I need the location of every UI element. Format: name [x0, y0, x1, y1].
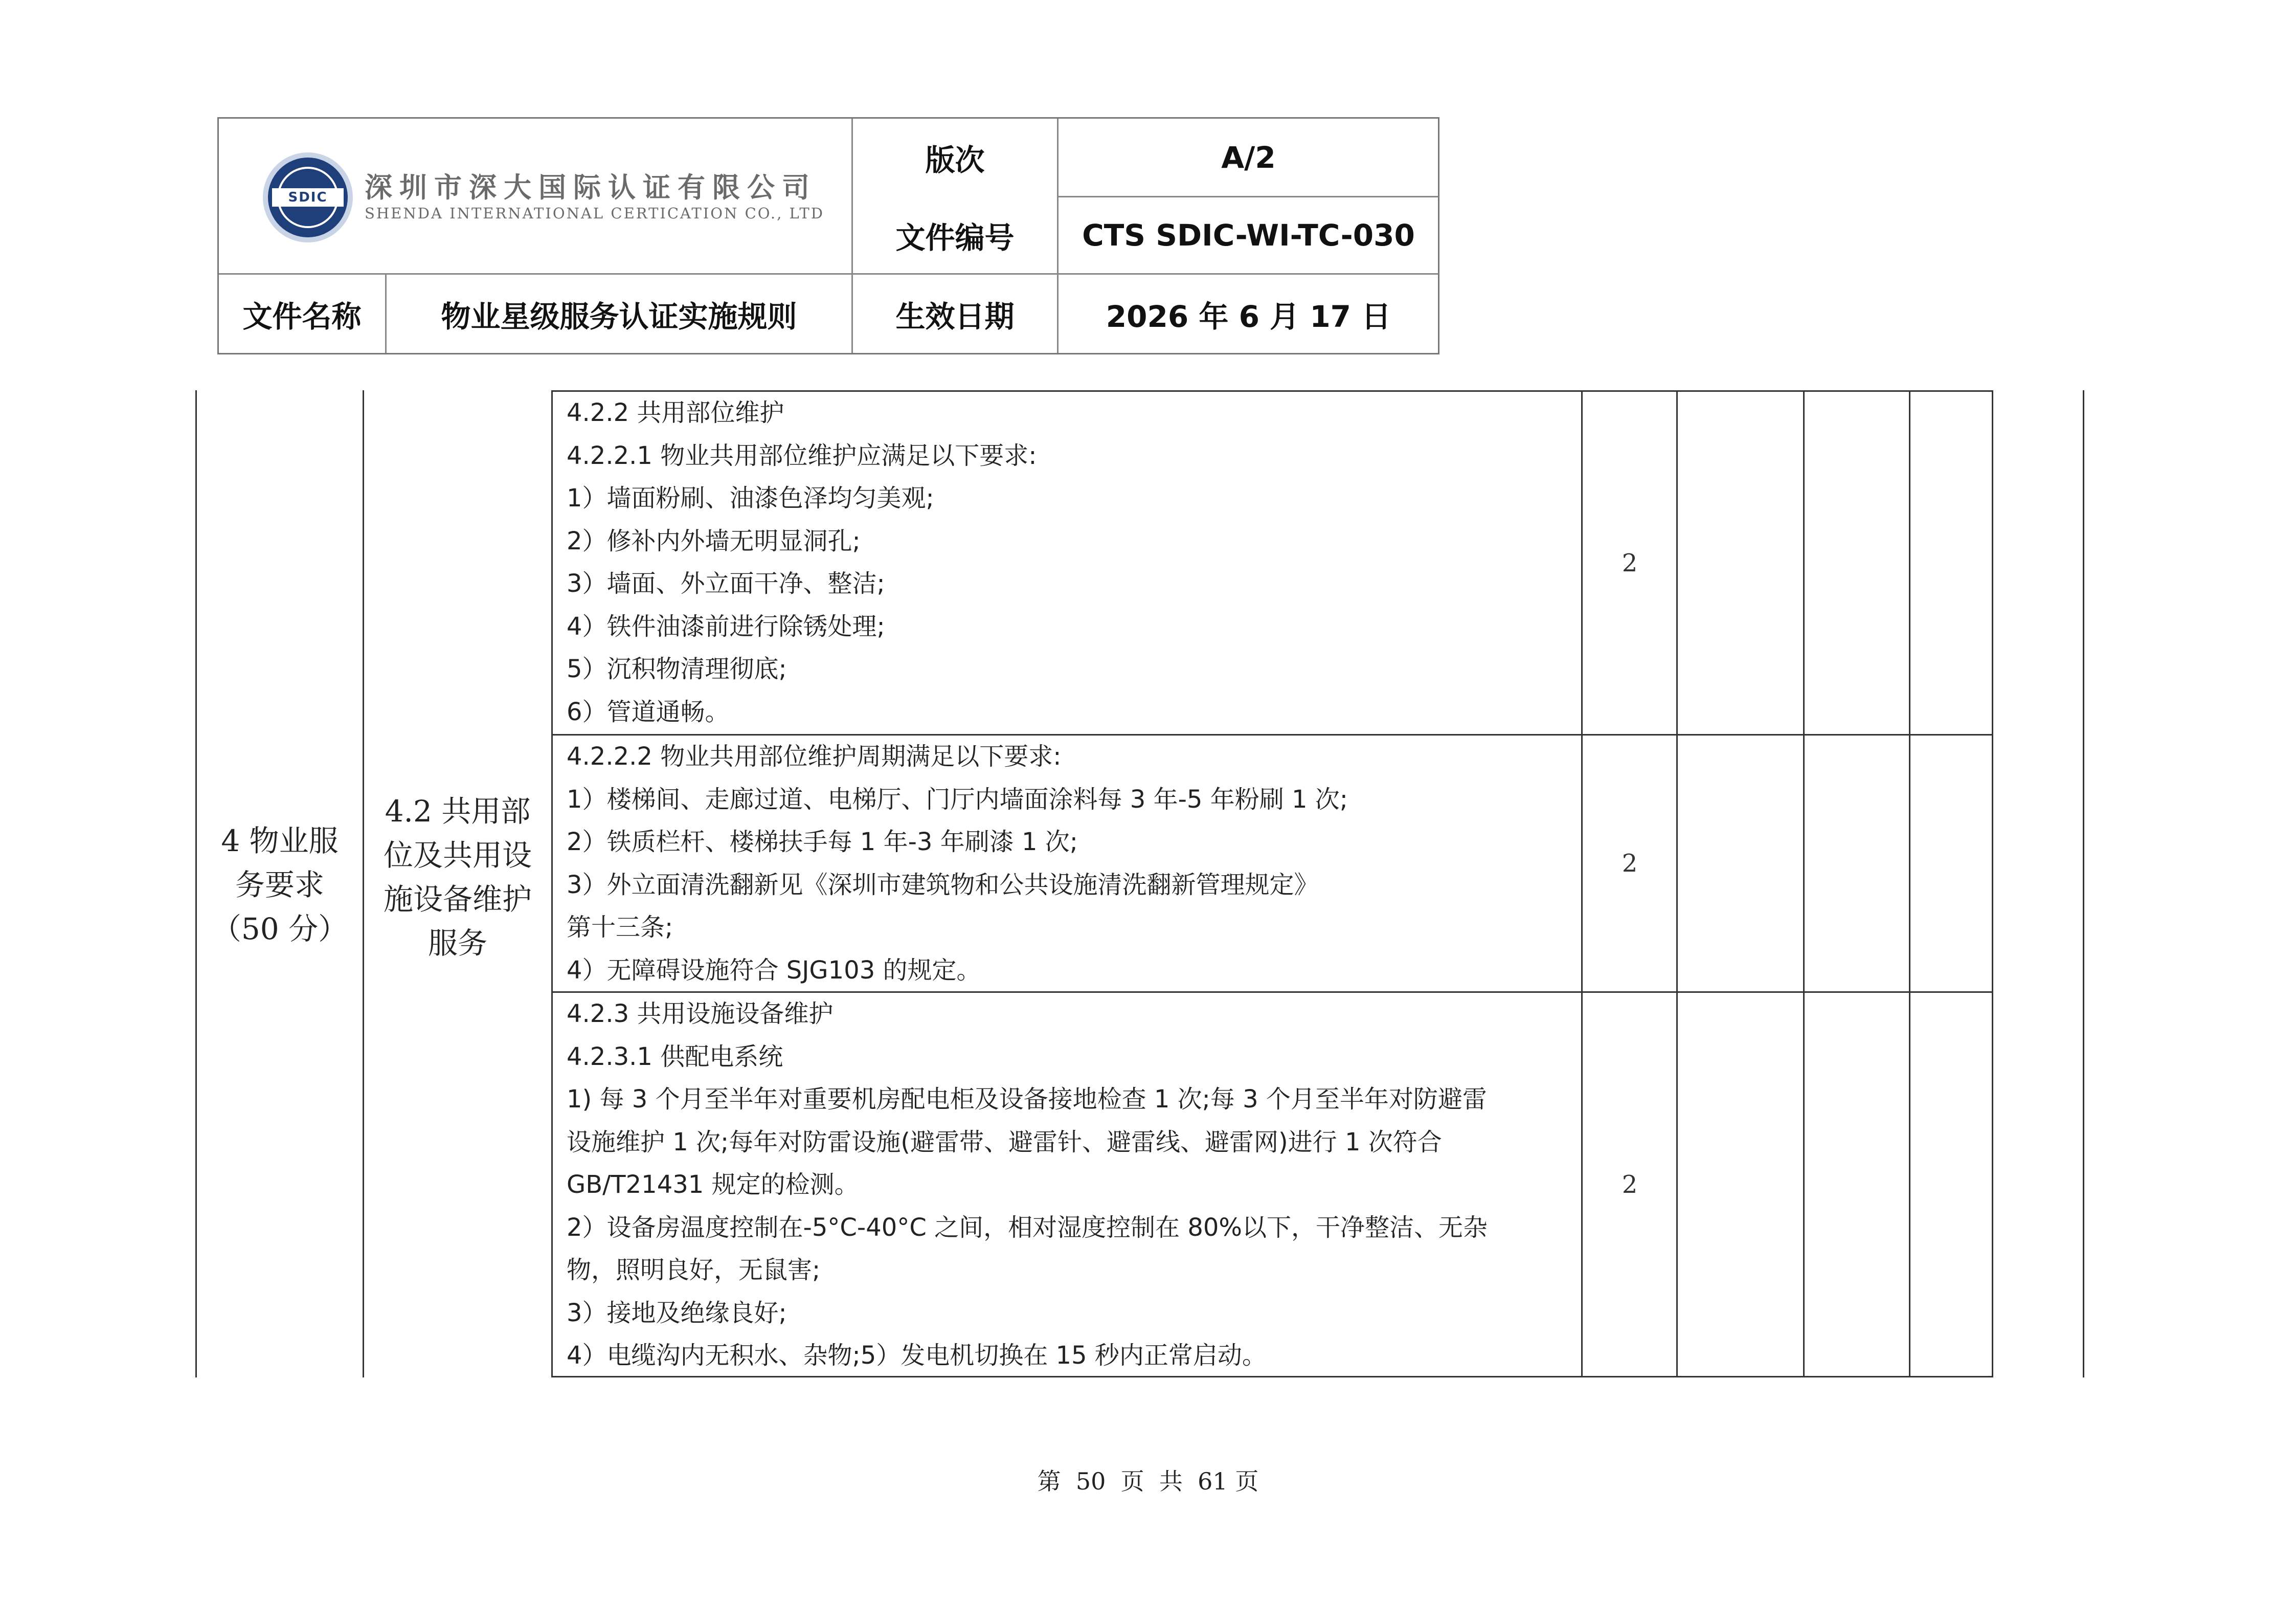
requirement-line: 2）修补内外墙无明显洞孔; [567, 526, 861, 555]
subcategory-line: 服务 [427, 926, 487, 961]
requirement-line: 6）管道通畅。 [567, 697, 730, 726]
requirement-line: 设施维护 1 次;每年对防雷设施(避雷带、避雷针、避雷线、避雷网)进行 1 次符合 [567, 1127, 1442, 1156]
requirement-line: 4）铁件油漆前进行除锈处理; [567, 612, 885, 641]
doc-name-label: 文件名称 [242, 299, 362, 334]
requirement-line: 4.2.3 共用设施设备维护 [567, 999, 834, 1028]
requirement-line: 4）电缆沟内无积水、杂物;5）发电机切换在 15 秒内正常启动。 [567, 1341, 1267, 1370]
requirement-line: 2）铁质栏杆、楼梯扶手每 1 年-3 年刷漆 1 次; [567, 828, 1078, 856]
requirement-line: 第十三条; [567, 913, 673, 942]
company-logo-block [219, 119, 853, 275]
requirement-line: 3）外立面清洗翻新见《深圳市建筑物和公共设施清洗翻新管理规定》 [567, 870, 1319, 899]
requirement-line: 4.2.3.1 供配电系统 [567, 1042, 783, 1071]
requirement-line: 4.2.2.1 物业共用部位维护应满足以下要求: [567, 441, 1037, 470]
requirement-line: 3）接地及绝缘良好; [567, 1298, 787, 1327]
company-logo-icon [263, 152, 353, 242]
requirement-line: 4.2.2 共用部位维护 [567, 398, 784, 427]
category-line: 务要求 [235, 867, 324, 902]
table-row [567, 993, 1488, 1377]
doc-no-label: 文件编号 [895, 220, 1015, 255]
requirement-line: 5）沉积物清理彻底; [567, 655, 787, 683]
table-row [567, 392, 1037, 733]
requirement-line: GB/T21431 规定的检测。 [567, 1170, 859, 1199]
table-border [1803, 390, 1805, 1377]
table-border [2083, 390, 2084, 1377]
doc-name-value: 物业星级服务认证实施规则 [441, 299, 797, 334]
document-header [217, 117, 1439, 354]
requirement-line: 4.2.2.2 物业共用部位维护周期满足以下要求: [567, 742, 1062, 771]
requirement-line: 2）设备房温度控制在-5°C-40°C 之间，相对湿度控制在 80%以下，干净整洁、无杂 [567, 1213, 1488, 1242]
effective-date-label: 生效日期 [895, 299, 1015, 334]
version-value: A/2 [1221, 140, 1276, 175]
doc-no-value: CTS SDIC-WI-TC-030 [1082, 218, 1415, 253]
subcategory-cell [364, 777, 551, 977]
table-border [1992, 390, 1993, 1377]
requirement-line: 4）无障碍设施符合 SJG103 的规定。 [567, 955, 981, 985]
subcategory-line: 位及共用设 [383, 838, 532, 873]
table-border [551, 390, 553, 1377]
version-label: 版次 [925, 142, 985, 177]
table-border [1909, 390, 1910, 1377]
company-name-en: SHENDA INTERNATIONAL CERTICATION CO., LTD [365, 205, 824, 222]
score-cell: 2 [1622, 548, 1638, 577]
subcategory-line: 施设备维护 [383, 882, 532, 917]
effective-date-value: 2026 年 6 月 17 日 [1106, 299, 1391, 334]
score-cell: 2 [1622, 1170, 1638, 1199]
requirement-line: 3）墙面、外立面干净、整洁; [567, 569, 885, 598]
subcategory-line: 4.2 共用部 [385, 794, 531, 829]
category-line: （50 分） [211, 911, 348, 946]
page-number: 第 50 页 共 61 页 [1037, 1467, 1259, 1495]
category-line: 4 物业服 [221, 824, 339, 858]
requirement-line: 1) 每 3 个月至半年对重要机房配电柜及设备接地检查 1 次;每 3 个月至半年对防避雷 [567, 1085, 1487, 1114]
company-name-cn: 深圳市深大国际认证有限公司 [365, 171, 817, 204]
requirement-line: 物，照明良好，无鼠害; [567, 1256, 821, 1284]
table-row [567, 736, 1348, 992]
score-cell: 2 [1622, 849, 1638, 878]
logo-text: SDIC [272, 188, 344, 207]
category-cell [197, 798, 363, 972]
requirement-line: 1）楼梯间、走廊过道、电梯厅、门厅内墙面涂料每 3 年-5 年粉刷 1 次; [567, 785, 1348, 814]
requirement-line: 1）墙面粉刷、油漆色泽均匀美观; [567, 484, 934, 513]
